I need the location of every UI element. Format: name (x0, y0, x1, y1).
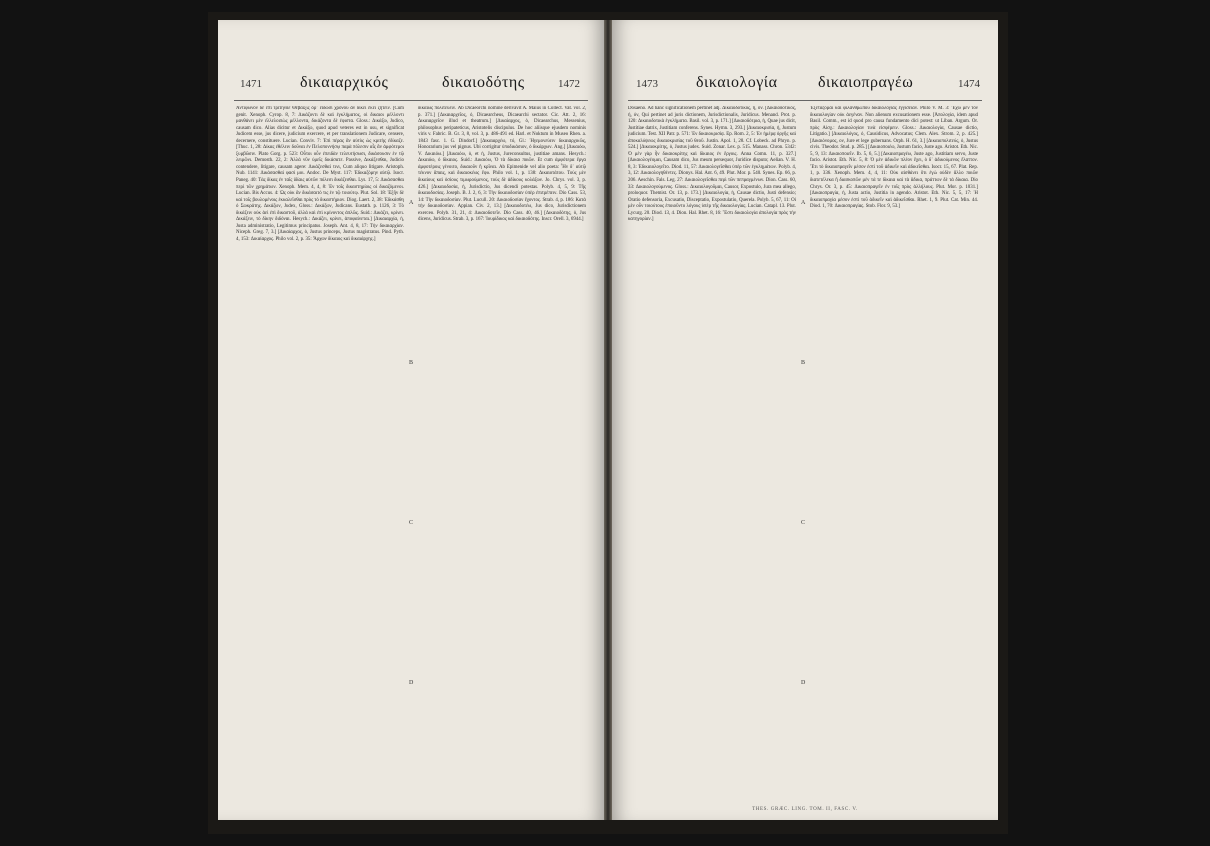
left-page (218, 20, 604, 820)
margin-letter-c: C (409, 520, 414, 526)
page-number-1473: 1473 (636, 78, 658, 90)
margin-letter-b: B (801, 360, 806, 366)
column-text: δικαίως πολιτεύειν. Ab Dicaeorchi nomine derivavit A. Maius in Collect. Vat. vol. 2, p. 371.] [Δικαιαρχεῖος, ὁ, Dicaearcheus, Dicaearchi sectator. Cic. Att. 2, 16: Δικαιαρχεῖον illud et theatrum.] [Δικαίαρχος, ὁ, Dicaearchus, Messenius, philosophus peripateticus, Aristotelis discipulus. De hoc aliisque ejusdem nominis viris v. Fabric. B. Gr. 3, 8, vol. 3, p. 486-491 ed. Harl. et Noktum in Museo Rhen. a. 1843 fasc. 1. G. Dindorf.] [Δικαιαρχέω, τό, Gl.: Ἡγεμονεύειν δικαιαρχικῶς, Honorarium jus vel pignus. Ubi corrigitur ὑποδικάσιον, ὁ δικάρχων. Ang.] [Δικαιόω, V. Δικαιόω.] [Δικαιόω, ὁ, et ἡ, Justus, Jureconsultus, justitiae amans. Hesych.: Δικαιόω, ὁ δίκαιος. Suid.: Δικαιόω, Ὁ τὰ δίκαια ποιῶν. Et cum ἀμφότερα ἔργα ἀμφοτέροις γένοιτο, δικαιοῦν ἢ κρῖναι. Ab Epimenide vel alio poeta: Ἦν δ᾽ αὐτῷ τέκνον ἄπαις, καὶ δικαιοκέως ἔφυ. Philo vol. 1, p. 138: Δικαιοτάτου. Τοὺς μὲν δικαίους καὶ ὁσίους τιμωρούμενος, τοὺς δὲ ἀδίκους κολάζων. Jo. Chrys. vol. 3, p. 426.] [Δικαιοδοσία, ἡ, Jurisdictio, Jus dicendi potestas. Polyb. 4, 5, 9: Τῆς δικαιοδοσίας. Joseph. B. J. 2, 6, 3: Τὴν δικαιοδοσίαν ὑπὲρ ἐπιτρέπειν. Dio Cass. 53, 14: Τὴν δικαιοδοσίαν. Plut. Lucull. 20: Δικαιοδοσίαν ἔχοντος. Strab. 4, p. 186: Κατὰ τὴν δικαιοδοσίαν. Appian. Civ. 2, 13.] [Δικαιοδοτέω, Jus dico, Jurisdictionem exerceo. Polyb. 31, 21, 4: Δικαιοδοτεῖν. Dio Cass. 40, 46.] [Δικαιοδότης, ὁ, Jus dicens, Juridicus. Strab. 3, p. 167: Ἰουρίδικος καὶ δικαιοδότης. Inscr. Orell. 3, 6944.] (418, 106, 586, 223)
header-rule (234, 100, 588, 101)
left-page-header (218, 74, 604, 98)
left-page-column-1 (236, 106, 404, 798)
page-number-1474: 1474 (958, 78, 980, 90)
right-headword-last: δικαιοπραγέω (818, 74, 914, 91)
right-page (612, 20, 998, 820)
right-page-header (612, 74, 998, 98)
right-page-column-2 (810, 106, 978, 798)
right-page-column-1 (628, 106, 796, 798)
page-number-1471: 1471 (240, 78, 262, 90)
margin-letter-a: A (801, 200, 806, 206)
left-headword-first: δικαιαρχικός (300, 74, 389, 91)
margin-letter-d: D (409, 680, 414, 686)
left-headword-last: δικαιοδότης (442, 74, 525, 91)
margin-letter-d: D (801, 680, 806, 686)
open-book (208, 12, 1008, 834)
left-page-column-2 (418, 106, 586, 798)
right-headword-first: δικαιολογία (696, 74, 778, 91)
signature-footer: THES. GRÆC. LING. TOM. II, FASC. V. (752, 807, 858, 812)
margin-letter-b: B (409, 360, 414, 366)
header-rule (628, 100, 982, 101)
column-text: Ἀντίφωνον δὲ ἐπὶ τρίτηνδε Θέβαιξις ὁρ᾽ εἴδωσι χρόνου ἀν δίκει ἐκεῖ ζητεῖν. [Cum genit. Xenoph. Cyrop. 8, 7: Δικάζοντι δὲ καὶ ἐγκλήματος, οἱ δικαιοι μέλλοντι μανθάνει μὲν ἐλλελοιπὼς μέλλοντα, δικάζοντα δὲ ἐφιστα. Gloss.: Δικάζω, Judico, causam dico. Alias dicitur et Δικάζω, quod apud veteres est in usu, et significat Judicem esse, jus dicere, judicium exercere, et per translationem Judicare, censere, decernere, constituere. Lucian. Conviv. 7: Ἐπὶ πέρας ἂν αὐτὸς ὡς κριτὴς ἐδίκαζε. [Thuc. 1, 28: Δίκας ἐθέλειν δοῦναι ἐν Πελοποννήσῳ παρὰ πόλεσιν αἷς ἂν ἀμφότεροι ξυμβῶσιν. Plato Gorg. p. 523: Οὗτοι οὖν ἐπειδὰν τελευτήσωσι, δικάσουσιν ἐν τῷ λειμῶνι. Demosth. 22, 2: Ἀλλὰ νῦν ὑμεῖς δικάσατε. Passive, Δικάζεσθαι, Judicio contendere, litigare, causam agere: Δικάζεσθαί τινι, Cum aliquo litigare. Aristoph. Nub. 1141: Δικάσασθαί φασί μοι. Andoc. De Myst. 117: Ἐδικαζόμην αὐτῷ. Isocr. Paneg. 40: Τὰς δίκας ἐν ταῖς ἰδίαις αὐτῶν πόλεσι δικάζεσθαι. Lys. 17, 5: Δικάσασθαι περὶ τῶν χρημάτων. Xenoph. Mem. 4, 4, 8: Ἐν τοῖς δικαστηρίοις οἱ δικαζόμενοι. Lucian. Bis Accus. 4: Ὡς οὐκ ἂν δικάσαιτό τις ἐν τῷ τοιούτῳ. Plut. Sol. 18: Ἐξῆν δὲ καὶ τοῖς βουλομένοις ἐκκαλεῖσθαι πρὸς τὸ δικαστήριον. Diog. Laert. 2, 38: Ἐδικάσθη ὁ Σωκράτης. Δικάζων, Judex, Gloss.: Δικάζων, Judicans. Eustath. p. 1126, 3: Τὸ δικάζειν οὐκ ἀεὶ ἐπὶ δικαστοῦ, ἀλλὰ καὶ ἐπὶ κρίνοντος ἁπλῶς. Suid.: Δικάζει, κρίνει. Δικάζειν, τὸ δίκην διδόναι. Hesych.: Δικάζει, κρίνει, ἀποφαίνεται.] [Δικαιαρχία, ἡ, Justa administratio, Legitimus principatus. Joseph. Ant. 4, 8, 17: Τὴν δικαιαρχίαν. Niceph. Greg. 7, 3.] [Δικαίαρχος, ὁ, Justus princeps, Justus magistratus. Pind. Pyth. 4, 153: Δικαίαρχος. Philo vol. 2, p. 35: Ἄρχων δίκαιος καὶ δικαιάρχης.] (236, 106, 404, 242)
margin-letter-a: A (409, 200, 414, 206)
column-text: Ἐξετάζομαι καὶ φιλανθρώπου δικαιολογίας ἐγγίσειαν. Philo V. M. 3: Ἔχω μὲν τὸν δικαιολογίαν οὐκ ἀεγέναν. Non alienum excusationem esse. [Ἀπολογία, idem apud Basil. Comm., est id quod pro causa fundamento dici potest: ut Liban. Argum. Or. πρὸς Αἰσχ.: Δικαιολογίαν τινὰ εἰσφέρειν. Gloss.: Δικαιολογία, Causae dictio, Litigatio.] [Δικαιολόγος, ὁ, Causidicus, Advocatus; Clem. Alex. Strom. 2, p. 425.] [Δικαιόνομος, ον, Jure et lege gubernans. Orph. H. 61, 3.] [Δικαιοπολιτεύς, ὁ, Justus civis. Theodor. Stud. p. 285.] [Δικαιοποιέω, Justum facio, Juste ago. Aristot. Eth. Nic. 5, 9, 13: Δικαιοποιεῖν. Ib. 5, 6, 5.] [Δικαιοπραγέω, Juste ago, Justitiam servo, Juste facio. Aristot. Eth. Nic. 5, 8: Ὁ μὲν ἀδικῶν πλέον ἔχει, ὁ δ᾽ ἀδικούμενος ἔλαττον. Ἔτι τὸ δικαιοπραγεῖν μέσον ἐστὶ τοῦ ἀδικεῖν καὶ ἀδικεῖσθαι. Isocr. 15, 67. Plat. Rep. 1, p. 336. Xenoph. Mem. 4, 4, 11: Οὐκ αἰσθάνει ὅτι ἐγὼ οὐδὲν ἄλλο ποιῶν διατετέλεκα ἢ διασκοπῶν μὲν τά τε δίκαια καὶ τὰ ἄδικα, πράττων δὲ τὰ δίκαια. Dio Chrys. Or. 3, p. 45: Δικαιοπραγεῖν ἐν τοῖς πρὸς ἀλλήλους. Plut. Mor. p. 1031.] [Δικαιοπραγία, ἡ, Justa actio, Justitia in agendo. Aristot. Eth. Nic. 5, 5, 17: Ἡ δικαιοπραγία μέσον ἐστὶ τοῦ ἀδικεῖν καὶ ἀδικεῖσθαι. Rhet. 1, 9. Plut. Cat. Min. 44. Diod. 1, 70: Δικαιοπραγίας. Stob. Flor. 9, 53.] (810, 106, 978, 210)
margin-letter-c: C (801, 520, 806, 526)
book-gutter (604, 20, 612, 820)
column-text: Dosaeno. Ad hanc significationem pertinet adj. Δικαιοδοτικός, ή, όν. [Δικαιοδοτικός, ή, όν, Qui pertinet ad juris dictionem, Jurisdictionalis, Juridicus. Menand. Prot. p. 120: Δικαιοδοτικὰ ἐγκλήματα. Basil. vol. 3, p. 171.] [Δικαιοδότρια, ἡ, Quae jus dicit, Justitiae datrix, Justitiam conferens. Synes. Hymn. 3, 293.] [Δικαιοκρισία, ἡ, Justum judicium. Test. XII Patr. p. 571: Ἐν δικαιοκρισίᾳ. Ep. Rom. 2, 5: Ἐν ἡμέρᾳ ὀργῆς καὶ ἀποκαλύψεως δικαιοκρισίας τοῦ θεοῦ. Justin. Apol. 1, 28. Cf. Lobeck. ad Phryn. p. 524.] [Δικαιοκρίτης, ὁ, Justus judex. Suid. Zonar. Lex. p. 515. Manass. Chron. 5342: Ὁ μὲν γὰρ ἦν δικαιοκρίτης καὶ δίκαιος ἐν ἔργοις. Anna Comn. 11, p. 327.] [Δικαιολογέομαι, Causam dico, Jus meum persequor, Juridice disputo; Aelian. V. H. 8, 3: Ἐδικαιολογεῖτο. Diod. 11, 57: Δικαιολογεῖσθαι ὑπὲρ τῶν ἐγκλημάτων. Polyb. 4, 3, 12: Δικαιολογηθέντες. Dionys. Hal. Ant. 6, 49. Plut. Mor. p. 540. Synes. Ep. 66, p. 206. Aeschin. Fals. Leg. 27: Δικαιολογεῖσθαι περὶ τῶν πεπραγμένων. Dion. Cass. 60, 33: Δικαιολογούμενος. Gloss.: Δικαιολογοῦμαι, Causor, Expostulo, Jura mea allego, proloquor. Themist. Or. 13, p. 173.] [Δικαιολογία, ἡ, Causae dictio, Justi defensio; Oratio defensoria, Excusatio, Disceptatio, Expostulatio, Querela. Polyb. 5, 67, 11: Οἱ μὲν οὖν τοιούτους ἐποιοῦντο λόγους ὑπὲρ τῆς δικαιολογίας. Lucian. Catapl. 13. Plut. Lycurg. 20. Diod. 13, 4. Dion. Hal. Rhet. 8, 16: Ἔστι δικαιολογία ἀπολογία πρὸς τὴν κατηγορίαν.] (628, 106, 796, 223)
page-number-1472: 1472 (558, 78, 580, 90)
